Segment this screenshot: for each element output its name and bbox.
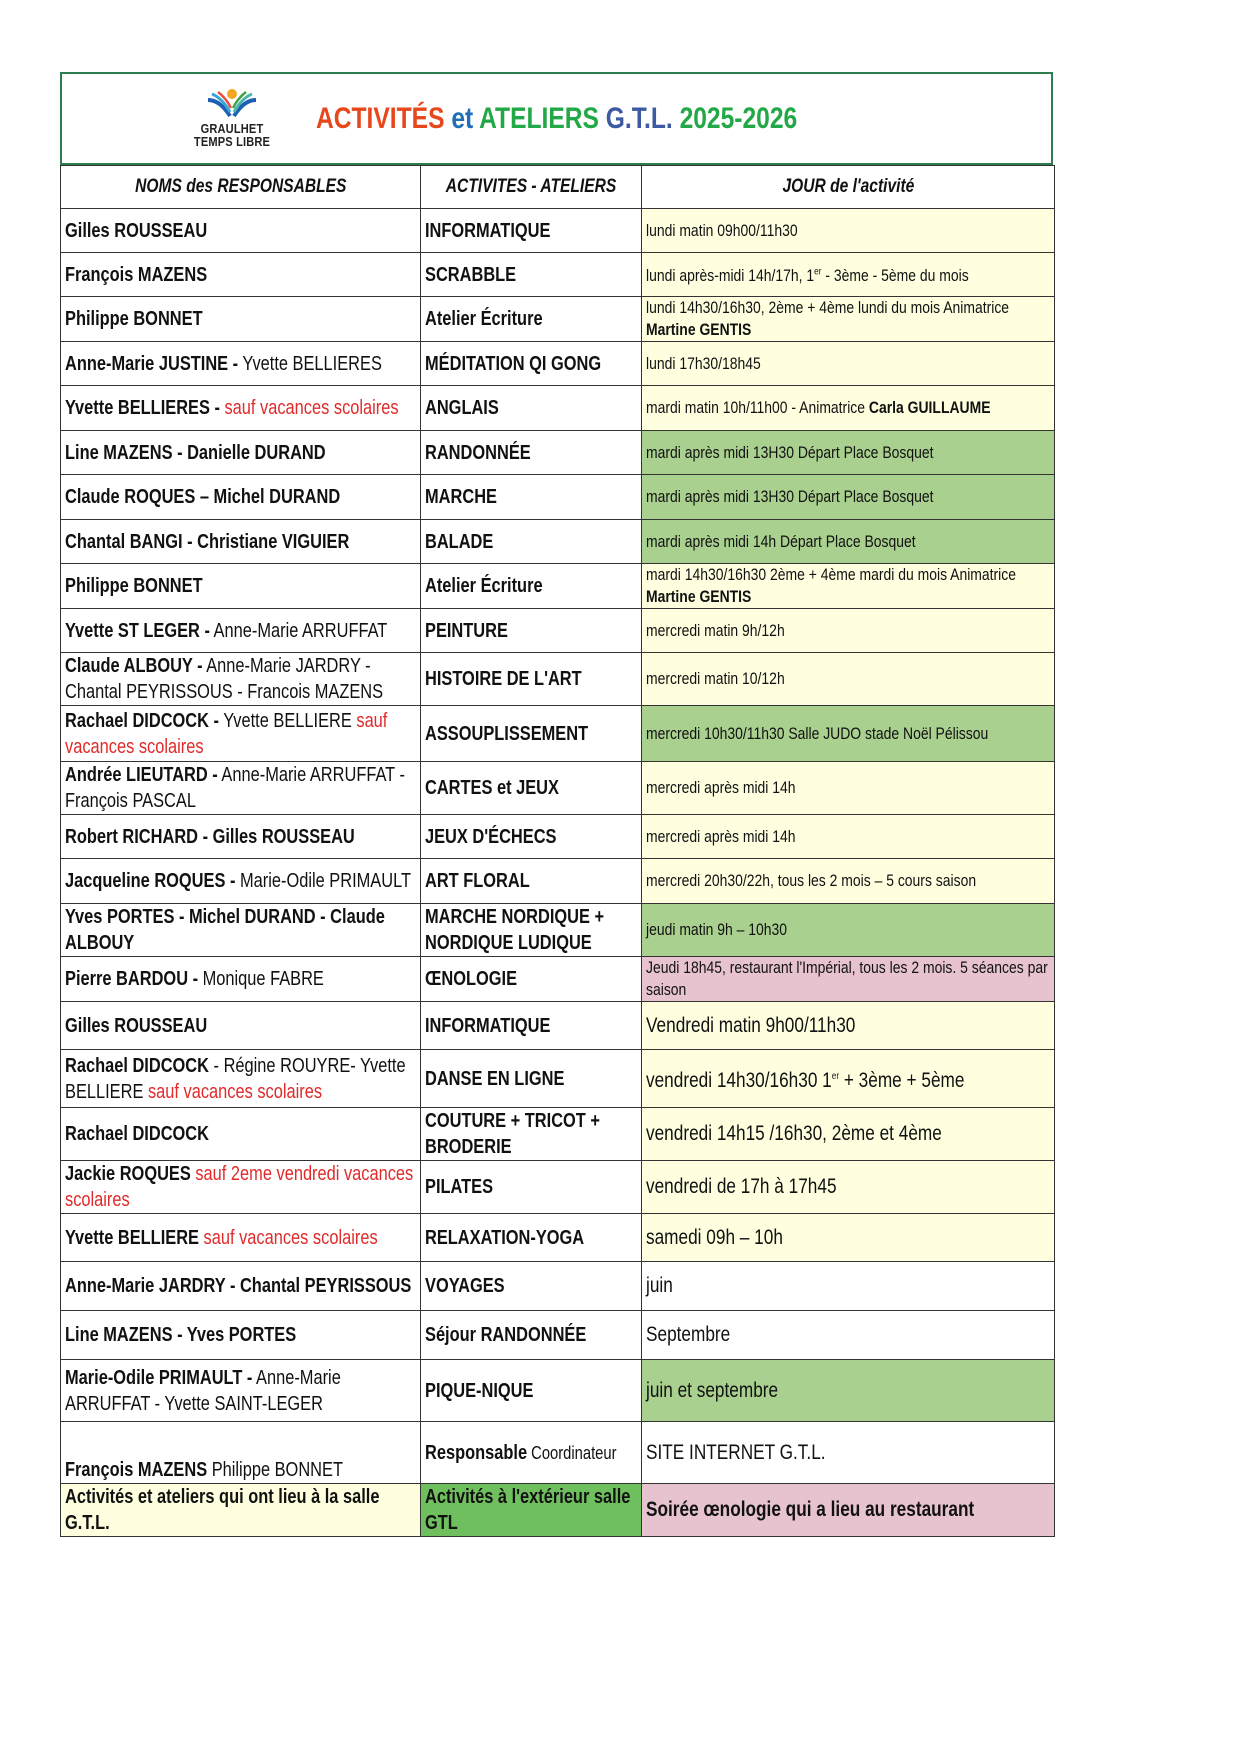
logo-line2: TEMPS LIBRE [193, 134, 271, 149]
activity-name: PILATES [425, 1176, 494, 1198]
responsable-note: sauf vacances scolaires [219, 397, 399, 419]
column-header-names: NOMS des RESPONSABLES [61, 166, 421, 209]
day-text: mercredi 10h30/11h30 Salle JUDO stade Noël Pélissou [646, 723, 989, 743]
day-text: lundi après-midi 14h/17h, 1er - 3ème - 5ème du mois [646, 266, 969, 286]
responsables-cell [61, 653, 421, 706]
responsable-main: Line MAZENS - Yves PORTES [65, 1324, 297, 1346]
responsable-main: Gilles ROUSSEAU [65, 1014, 208, 1037]
table-row [61, 209, 1055, 253]
logo-icon [202, 86, 262, 122]
day-cell [642, 762, 1055, 815]
day-text: vendredi 14h15 /16h30, 2ème et 4ème [646, 1122, 942, 1145]
activity-name: Séjour RANDONNÉE [425, 1324, 587, 1346]
table-row [61, 342, 1055, 386]
table-row [61, 297, 1055, 342]
day-text: mercredi matin 10/12h [646, 669, 785, 688]
day-text: mardi après midi 14h Départ Place Bosquet [646, 531, 916, 551]
activity-name: Atelier Écriture [425, 575, 543, 597]
responsables-cell [61, 859, 421, 904]
activity-name: ASSOUPLISSEMENT [425, 722, 589, 745]
responsables-cell [61, 1360, 421, 1422]
responsables-cell [61, 957, 421, 1002]
responsables-cell [61, 1214, 421, 1262]
day-cell [642, 653, 1055, 706]
table-row [61, 653, 1055, 706]
activity-cell [421, 1108, 642, 1161]
responsable-others: Monique FABRE [198, 968, 324, 990]
activity-name: MARCHE [425, 486, 497, 508]
table-row [61, 1311, 1055, 1360]
responsable-others: Yvette BELLIERE [219, 709, 352, 732]
day-cell [642, 1262, 1055, 1311]
table-row [61, 706, 1055, 762]
responsable-main: Chantal BANGI - Christiane VIGUIER [65, 530, 350, 553]
table-row [61, 1262, 1055, 1311]
day-cell [642, 431, 1055, 475]
responsables-cell [61, 520, 421, 564]
responsable-main: François MAZENS [65, 263, 208, 286]
day-text: samedi 09h – 10h [646, 1225, 783, 1249]
day-cell [642, 1108, 1055, 1161]
activity-name: JEUX D'ÉCHECS [425, 825, 557, 848]
day-cell [642, 904, 1055, 957]
legend-restaurant: Soirée œnologie qui a lieu au restaurant [642, 1484, 1055, 1537]
column-header-activities: ACTIVITES - ATELIERS [421, 166, 642, 209]
responsables-cell [61, 762, 421, 815]
activity-name: Atelier Écriture [425, 308, 543, 330]
activity-name: MÉDITATION QI GONG [425, 352, 602, 375]
activity-cell [421, 762, 642, 815]
day-text: vendredi de 17h à 17h45 [646, 1175, 837, 1198]
activity-name: ANGLAIS [425, 397, 499, 419]
responsable-main: Jacqueline ROQUES - [65, 870, 236, 892]
table-row [61, 1214, 1055, 1262]
activity-cell [421, 1360, 642, 1422]
responsables-cell [61, 904, 421, 957]
responsable-main: Philippe BONNET [65, 575, 203, 597]
activity-name: RELAXATION-YOGA [425, 1226, 585, 1249]
page-title [316, 102, 797, 136]
responsable-main: Rachael DIDCOCK [65, 1054, 209, 1077]
day-text: Vendredi matin 9h00/11h30 [646, 1013, 856, 1037]
table-row [61, 1360, 1055, 1422]
site-row-day: SITE INTERNET G.T.L. [642, 1422, 1055, 1484]
responsable-main: Line MAZENS - Danielle DURAND [65, 441, 326, 464]
activity-cell [421, 815, 642, 859]
activity-cell [421, 1262, 642, 1311]
day-animatrice: Carla GUILLAUME [868, 398, 991, 417]
table-row [61, 859, 1055, 904]
activity-name: DANSE EN LIGNE [425, 1067, 565, 1090]
table-row [61, 386, 1055, 431]
activity-name: PEINTURE [425, 619, 508, 642]
activity-cell [421, 297, 642, 342]
activity-name: HISTOIRE DE L'ART [425, 668, 582, 690]
responsables-cell [61, 1002, 421, 1050]
responsables-cell [61, 431, 421, 475]
responsable-others: - Régine ROUYRE- Yvette BELLIERE [65, 1054, 406, 1103]
day-text: juin [646, 1274, 673, 1297]
day-text: mardi après midi 13H30 Départ Place Bosquet [646, 442, 934, 462]
responsable-main: Claude ALBOUY - [65, 655, 203, 677]
activity-cell [421, 564, 642, 609]
responsable-main: Marie-Odile PRIMAULT - [65, 1366, 253, 1389]
responsable-main: Anne-Marie JUSTINE - [65, 352, 239, 375]
day-text: lundi matin 09h00/11h30 [646, 220, 798, 240]
responsables-cell [61, 1161, 421, 1214]
responsable-note: sauf vacances scolaires [143, 1080, 323, 1103]
activity-cell [421, 1214, 642, 1262]
activity-cell [421, 957, 642, 1002]
table-row [61, 520, 1055, 564]
title-part2: et [444, 102, 480, 135]
title-part5: 2025-2026 [672, 102, 798, 135]
responsable-main: Rachael DIDCOCK [65, 1123, 209, 1145]
activity-name: INFORMATIQUE [425, 1014, 551, 1037]
table-row [61, 1050, 1055, 1108]
responsables-cell [61, 564, 421, 609]
table-row [61, 762, 1055, 815]
responsable-note: sauf vacances scolaires [198, 1226, 378, 1249]
table-row [61, 1108, 1055, 1161]
day-text: jeudi matin 9h – 10h30 [646, 920, 788, 939]
day-cell [642, 253, 1055, 297]
table-row [61, 1002, 1055, 1050]
responsable-main: Philippe BONNET [65, 308, 203, 330]
responsables-cell [61, 386, 421, 431]
responsable-main: Andrée LIEUTARD - [65, 764, 218, 786]
day-cell [642, 1161, 1055, 1214]
day-text: mardi 14h30/16h30 2ème + 4ème mardi du mois Animatrice [646, 565, 1016, 584]
day-text: Septembre [646, 1323, 731, 1346]
activity-name: SCRABBLE [425, 263, 517, 286]
logo-line1: GRAULHET [200, 121, 264, 136]
responsable-others: Marie-Odile PRIMAULT [235, 870, 412, 892]
activity-name: ŒNOLOGIE [425, 968, 518, 990]
legend-exterieur: Activités à l'extérieur salle GTL [421, 1484, 642, 1537]
activity-name: COUTURE + TRICOT + BRODERIE [425, 1110, 600, 1158]
day-text: mercredi après midi 14h [646, 826, 796, 846]
day-animatrice: Martine GENTIS [646, 587, 752, 606]
day-text: mercredi 20h30/22h, tous les 2 mois – 5 cours saison [646, 871, 977, 890]
responsables-cell [61, 609, 421, 653]
responsable-others: Anne-Marie ARRUFFAT - François PASCAL [65, 764, 405, 812]
responsables-cell [61, 297, 421, 342]
activity-name: RANDONNÉE [425, 441, 531, 464]
table-row [61, 609, 1055, 653]
table-row [61, 475, 1055, 520]
day-cell [642, 815, 1055, 859]
activity-cell [421, 1161, 642, 1214]
day-cell [642, 609, 1055, 653]
logo [187, 86, 277, 156]
activity-name: MARCHE NORDIQUE + NORDIQUE LUDIQUE [425, 906, 605, 954]
responsables-cell [61, 475, 421, 520]
day-cell [642, 1214, 1055, 1262]
table-row [61, 564, 1055, 609]
day-cell [642, 297, 1055, 342]
responsable-main: Robert RICHARD - Gilles ROUSSEAU [65, 825, 355, 848]
activity-name: CARTES et JEUX [425, 777, 559, 799]
day-cell [642, 706, 1055, 762]
site-row [61, 1422, 1055, 1484]
title-part3: ATELIERS [479, 102, 599, 135]
day-cell [642, 342, 1055, 386]
activity-cell [421, 1050, 642, 1108]
day-cell [642, 386, 1055, 431]
title-part4: G.T.L. [598, 102, 673, 135]
activity-cell [421, 386, 642, 431]
day-text: vendredi 14h30/16h30 1er + 3ème + 5ème [646, 1068, 965, 1092]
activity-cell [421, 706, 642, 762]
day-cell [642, 957, 1055, 1002]
activity-cell [421, 859, 642, 904]
activity-name: ART FLORAL [425, 870, 530, 892]
activity-cell [421, 475, 642, 520]
responsable-main: Claude ROQUES – Michel DURAND [65, 486, 341, 508]
site-row-names: François MAZENS Philippe BONNET [61, 1422, 421, 1484]
activity-cell [421, 431, 642, 475]
responsables-cell [61, 815, 421, 859]
responsables-cell [61, 1311, 421, 1360]
legend-salle-gtl: Activités et ateliers qui ont lieu à la salle G.T.L. [61, 1484, 421, 1537]
activity-cell [421, 609, 642, 653]
activity-name: VOYAGES [425, 1275, 505, 1297]
column-header-row [61, 166, 1055, 209]
responsable-main: Anne-Marie JARDRY - Chantal PEYRISSOUS [65, 1275, 412, 1297]
day-text: Jeudi 18h45, restaurant l'Impérial, tous les 2 mois. 5 séances par saison [646, 958, 1048, 999]
activity-cell [421, 209, 642, 253]
table-row [61, 815, 1055, 859]
responsable-others: Anne-Marie JARDRY - Chantal PEYRISSOUS - Francois MAZENS [65, 655, 384, 703]
day-text: juin et septembre [646, 1378, 779, 1402]
day-cell [642, 1311, 1055, 1360]
table-row [61, 253, 1055, 297]
responsables-cell [61, 1108, 421, 1161]
responsable-main: Pierre BARDOU - [65, 968, 199, 990]
table-row [61, 957, 1055, 1002]
day-text: lundi 14h30/16h30, 2ème + 4ème lundi du mois Animatrice [646, 298, 1010, 317]
table-row [61, 431, 1055, 475]
day-cell [642, 209, 1055, 253]
table-row [61, 904, 1055, 957]
legend-row [61, 1484, 1055, 1537]
responsable-main: Yvette BELLIERES - [65, 397, 220, 419]
day-text: mardi matin 10h/11h00 - Animatrice [646, 398, 869, 417]
day-cell [642, 859, 1055, 904]
responsable-main: Rachael DIDCOCK - [65, 709, 220, 732]
responsables-cell [61, 342, 421, 386]
responsables-cell [61, 1262, 421, 1311]
day-animatrice: Martine GENTIS [646, 320, 752, 339]
responsables-cell [61, 706, 421, 762]
responsable-note: sauf vacances scolaires [65, 709, 388, 758]
responsables-cell [61, 253, 421, 297]
ordinal-suffix: er [831, 1070, 840, 1082]
responsable-main: Yves PORTES - Michel DURAND - Claude ALBOUY [65, 906, 385, 954]
day-cell [642, 1360, 1055, 1422]
responsable-main: Yvette ST LEGER - [65, 619, 210, 642]
responsable-note: sauf 2eme vendredi vacances scolaires [65, 1163, 414, 1211]
activity-cell [421, 253, 642, 297]
responsable-main: Yvette BELLIERE [65, 1226, 199, 1249]
day-cell [642, 475, 1055, 520]
day-cell [642, 520, 1055, 564]
table-row [61, 1161, 1055, 1214]
activity-name: BALADE [425, 530, 494, 553]
day-text: mardi après midi 13H30 Départ Place Bosquet [646, 487, 934, 506]
activity-cell [421, 342, 642, 386]
ordinal-suffix: er [814, 266, 822, 278]
activities-table [60, 165, 1055, 1537]
title-part1: ACTIVITÉS [316, 102, 445, 135]
day-text: mercredi après midi 14h [646, 778, 796, 797]
responsables-cell [61, 1050, 421, 1108]
header-box [60, 72, 1053, 165]
site-row-activity: Responsable Coordinateur [421, 1422, 642, 1484]
activity-cell [421, 1311, 642, 1360]
responsable-main: Gilles ROUSSEAU [65, 219, 208, 242]
responsables-cell [61, 209, 421, 253]
day-cell [642, 1050, 1055, 1108]
day-cell [642, 1002, 1055, 1050]
responsable-others: Anne-Marie ARRUFFAT [209, 619, 388, 642]
responsable-others: Yvette BELLIERES [238, 352, 382, 375]
activity-cell [421, 904, 642, 957]
column-header-day: JOUR de l'activité [642, 166, 1055, 209]
day-cell [642, 564, 1055, 609]
activity-cell [421, 653, 642, 706]
activity-cell [421, 1002, 642, 1050]
activity-name: INFORMATIQUE [425, 219, 551, 242]
day-text: mercredi matin 9h/12h [646, 620, 785, 640]
day-text: lundi 17h30/18h45 [646, 353, 761, 373]
responsable-main: Jackie ROQUES [65, 1163, 191, 1185]
activity-cell [421, 520, 642, 564]
activity-name: PIQUE-NIQUE [425, 1379, 534, 1402]
responsable-others: Anne-Marie ARRUFFAT - Yvette SAINT-LEGER [65, 1366, 341, 1415]
